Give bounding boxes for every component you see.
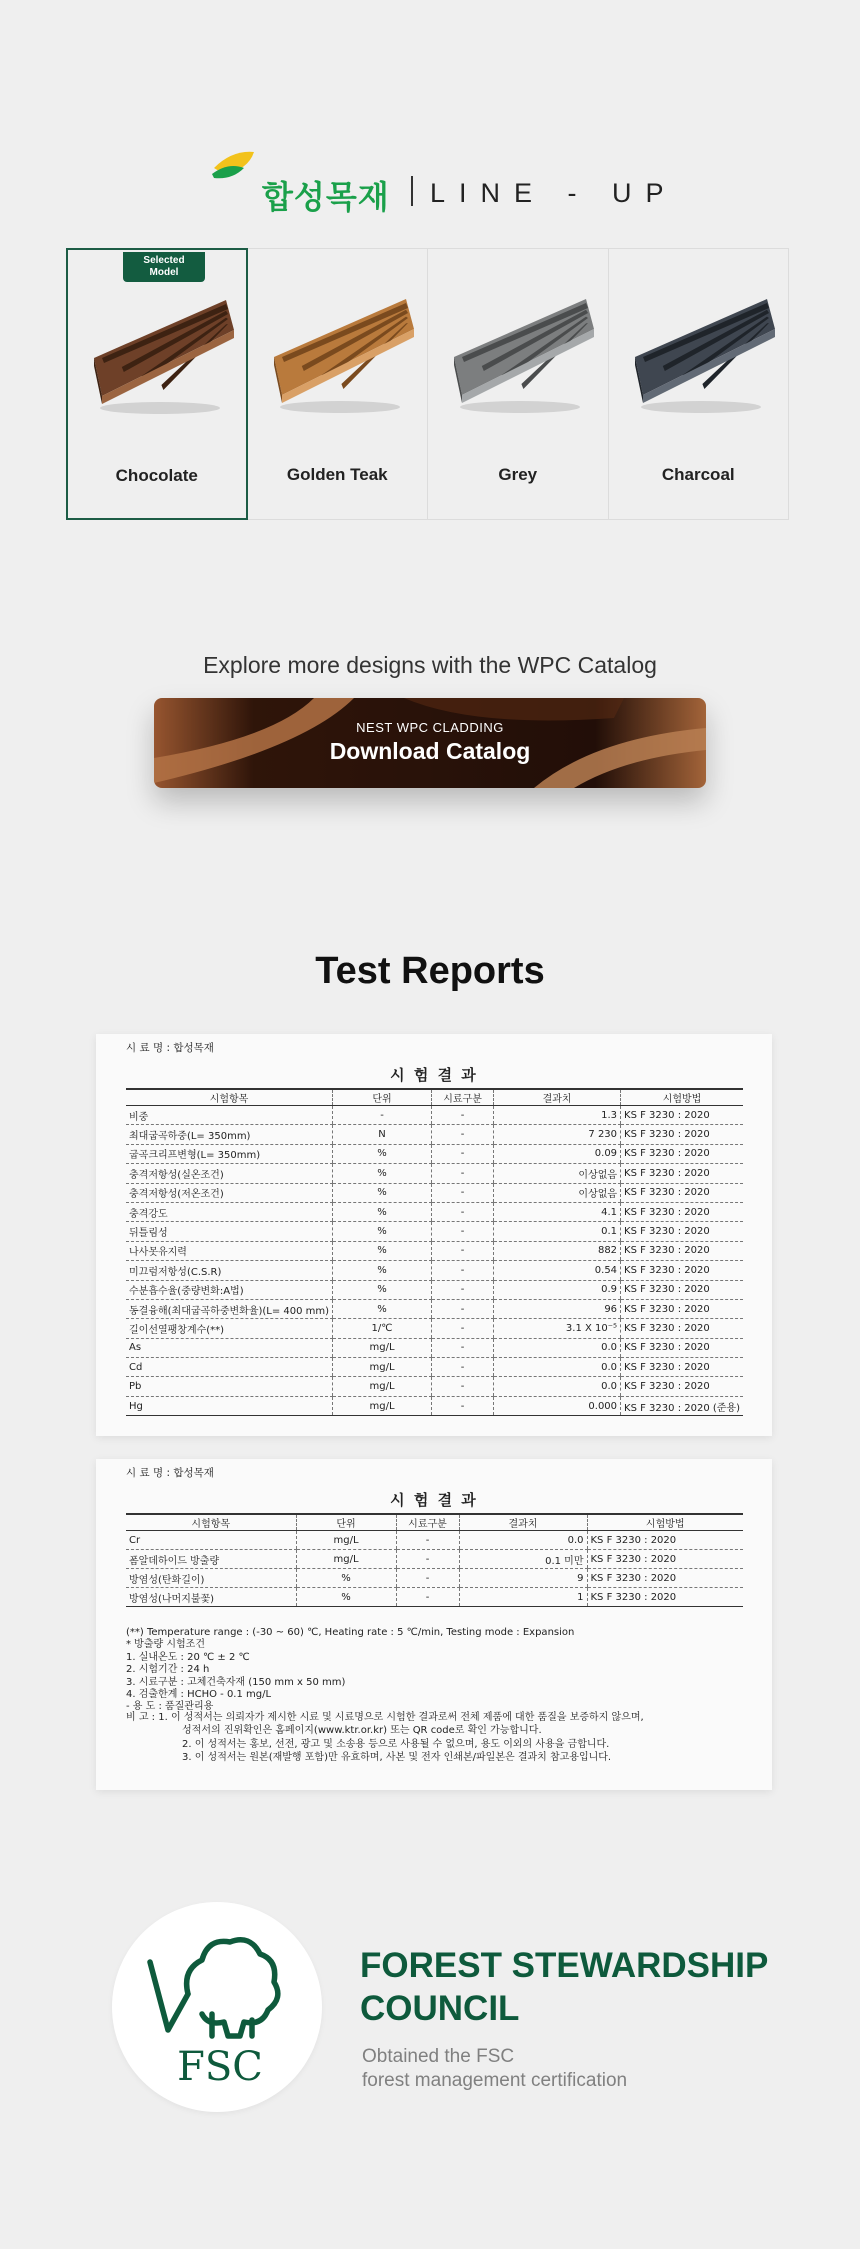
table-row [126,1202,743,1221]
results-table [126,1513,743,1607]
table-cell: 0.0 [494,1358,621,1377]
fsc-logo-badge [112,1902,322,2112]
table-cell: mg/L [333,1377,432,1396]
table-cell: 굽곡크리프변형(L= 350mm) [126,1144,333,1163]
table-cell: 방염성(탄화길이) [126,1569,296,1588]
note-line: 4. 검출한계 : HCHO - 0.1 mg/L [126,1689,272,1701]
product-card-grey[interactable] [427,248,609,520]
table-cell: 9 [459,1569,587,1588]
table-cell: As [126,1338,333,1357]
table-cell: 1.3 [494,1106,621,1125]
table-row [126,1144,743,1163]
table-cell: - [396,1531,459,1550]
table-cell: % [296,1569,396,1588]
table-cell: - [431,1338,493,1357]
table-cell: KS F 3230 : 2020 [621,1125,743,1144]
table-cell: 3.1 X 10⁻⁵ [494,1319,621,1338]
table-cell: 충격강도 [126,1202,333,1221]
table-cell: - [431,1396,493,1415]
download-catalog-label: Download Catalog [329,738,531,764]
col-header: 시험방법 [587,1514,743,1531]
results-table [126,1088,743,1416]
table-cell: % [296,1588,396,1607]
report-remarks [126,1711,644,1765]
table-cell: mg/L [333,1338,432,1357]
table-cell: KS F 3230 : 2020 [621,1106,743,1125]
table-cell: - [431,1202,493,1221]
table-cell: mg/L [296,1550,396,1569]
table-cell: - [431,1183,493,1202]
table-cell: Cr [126,1531,296,1550]
fsc-desc-line1: Obtained the FSC [362,2046,515,2067]
table-cell: - [396,1550,459,1569]
table-cell: Pb [126,1377,333,1396]
table-row [126,1319,743,1338]
table-cell: % [333,1202,432,1221]
table-cell: 0.0 [459,1531,587,1550]
table-row [126,1377,743,1396]
col-header: 시험항목 [126,1089,333,1106]
fsc-title-line2: COUNCIL [360,1989,520,2028]
table-cell: 미끄럼저항성(C.S.R) [126,1261,333,1280]
table-header-row [126,1089,743,1106]
table-cell: KS F 3230 : 2020 [587,1569,743,1588]
table-cell: KS F 3230 : 2020 [621,1183,743,1202]
table-cell: 0.0 [494,1377,621,1396]
table-cell: Cd [126,1358,333,1377]
selected-badge-line2: Model [149,267,179,278]
note-line: (**) Temperature range : (-30 ~ 60) ℃, Heating rate : 5 ℃/min, Testing mode : Expansion [126,1627,575,1638]
table-cell: 0.0 [494,1338,621,1357]
table-row [126,1241,743,1260]
col-header: 시험항목 [126,1514,296,1531]
table-cell: KS F 3230 : 2020 [621,1261,743,1280]
selected-model-badge [123,252,205,282]
table-cell: 882 [494,1241,621,1260]
product-card-chocolate[interactable] [66,248,248,520]
table-cell: KS F 3230 : 2020 [621,1164,743,1183]
product-name: Grey [498,465,538,484]
table-cell: 동결융해(최대굽곡하중변화율)(L= 400 mm) [126,1299,333,1318]
table-cell: - [431,1261,493,1280]
table-cell: 1 [459,1588,587,1607]
table-cell: KS F 3230 : 2020 [587,1588,743,1607]
table-cell: 1/℃ [333,1319,432,1338]
col-header: 결과치 [459,1514,587,1531]
selected-badge-line1: Selected [143,255,185,266]
remark-line: 2. 이 성적서는 홍보, 선전, 광고 및 소송용 등으로 사용될 수 없으며, 용도 이외의 사용을 금합니다. [182,1738,610,1750]
table-cell: 수분흡수율(중량변화:A법) [126,1280,333,1299]
table-row [126,1164,743,1183]
table-cell: - [431,1164,493,1183]
table-cell: 길이선열팽창계수(**) [126,1319,333,1338]
table-cell: - [431,1358,493,1377]
col-header: 시료구분 [431,1089,493,1106]
sample-name: 시 료 명 : 합성목재 [126,1042,214,1054]
table-cell: mg/L [333,1358,432,1377]
table-cell: - [431,1241,493,1260]
table-cell: KS F 3230 : 2020 [621,1299,743,1318]
col-header: 단위 [296,1514,396,1531]
table-cell: 7 230 [494,1125,621,1144]
table-cell: 폼알데하이드 방출량 [126,1550,296,1569]
brand-divider [411,176,413,206]
table-cell: 이상없음 [494,1183,621,1202]
table-cell: - [431,1106,493,1125]
table-cell: 이상없음 [494,1164,621,1183]
sample-name: 시 료 명 : 합성목재 [126,1467,214,1479]
brand-leaf-icon [210,148,258,188]
sheet-title: 시 험 결 과 [390,1491,478,1509]
table-cell: 96 [494,1299,621,1318]
lineup-label: LINE - UP [430,178,678,208]
fsc-title [360,1944,830,2030]
col-header: 단위 [333,1089,432,1106]
table-row [126,1261,743,1280]
product-swatch-image [446,299,594,419]
table-row [126,1396,743,1415]
table-cell: % [333,1183,432,1202]
table-cell: - [431,1144,493,1163]
table-row [126,1569,743,1588]
brand-name: 합성목재 [262,178,390,216]
table-cell: - [431,1125,493,1144]
table-cell: mg/L [296,1531,396,1550]
product-name: Golden Teak [286,465,388,484]
table-cell: - [333,1106,432,1125]
table-cell: KS F 3230 : 2020 [621,1280,743,1299]
product-swatch-image [266,299,414,419]
table-cell: KS F 3230 : 2020 [621,1319,743,1338]
table-cell: % [333,1280,432,1299]
col-header: 시료구분 [396,1514,459,1531]
table-cell: KS F 3230 : 2020 [621,1377,743,1396]
table-cell: % [333,1241,432,1260]
table-row [126,1358,743,1377]
lineup-header [0,140,860,220]
table-cell: 0.1 미만 [459,1550,587,1569]
fsc-desc-line2: forest management certification [362,2070,628,2091]
table-cell: % [333,1144,432,1163]
table-cell: 0.000 [494,1396,621,1415]
table-cell: - [431,1319,493,1338]
table-cell: % [333,1261,432,1280]
table-row [126,1125,743,1144]
product-card-golden-teak[interactable] [247,248,429,520]
test-notes [126,1627,574,1714]
table-cell: - [396,1588,459,1607]
table-cell: - [431,1222,493,1241]
table-cell: KS F 3230 : 2020 [587,1531,743,1550]
product-name: Chocolate [115,466,198,485]
table-cell: % [333,1299,432,1318]
table-cell: 충격저항성(실온조건) [126,1164,333,1183]
remark-line: 3. 이 성적서는 원본(재발행 포함)만 유효하며, 사본 및 전자 인쇄본/파일본은 결과치 참고용입니다. [182,1752,612,1764]
table-cell: - [396,1569,459,1588]
test-report-sheet-1 [96,1034,772,1436]
table-cell: KS F 3230 : 2020 [621,1358,743,1377]
table-row [126,1222,743,1241]
table-cell: 0.9 [494,1280,621,1299]
table-cell: - [431,1377,493,1396]
table-cell: 4.1 [494,1202,621,1221]
table-row [126,1588,743,1607]
table-cell: 0.1 [494,1222,621,1241]
note-line: 3. 시료구분 : 고체건축자재 (150 mm x 50 mm) [126,1676,346,1688]
table-row [126,1280,743,1299]
fsc-description [362,2045,627,2093]
table-cell: - [431,1299,493,1318]
note-line: - 용 도 : 품질관리용 [126,1701,214,1713]
table-header-row [126,1514,743,1531]
fsc-title-line1: FOREST STEWARDSHIP [360,1946,769,1985]
table-cell: 뒤틀림성 [126,1222,333,1241]
product-swatch-image [627,299,775,419]
product-swatch-image [86,300,234,420]
product-lineup [67,248,793,520]
table-cell: KS F 3230 : 2020 [621,1202,743,1221]
table-cell: 나사못유지력 [126,1241,333,1260]
table-cell: - [431,1280,493,1299]
table-cell: mg/L [333,1396,432,1415]
remark-line: 성적서의 진위확인은 홈페이지(www.ktr.or.kr) 또는 QR code로 확인 가능합니다. [182,1725,542,1737]
test-reports-heading: Test Reports [315,950,545,992]
table-row [126,1338,743,1357]
table-row [126,1299,743,1318]
fsc-logo-text: FSC [177,2044,263,2090]
test-report-sheet-2 [96,1459,772,1790]
product-name: Charcoal [661,465,735,484]
download-catalog-button[interactable] [154,698,706,788]
fsc-tree-check-icon [112,1902,322,2112]
note-line: 1. 실내온도 : 20 ℃ ± 2 ℃ [126,1651,250,1663]
table-row [126,1550,743,1569]
table-row [126,1183,743,1202]
table-cell: KS F 3230 : 2020 [621,1222,743,1241]
table-cell: % [333,1222,432,1241]
table-cell: N [333,1125,432,1144]
table-cell: 방염성(나머지불꽃) [126,1588,296,1607]
catalog-prompt: Explore more designs with the WPC Catalog [203,652,657,678]
table-cell: 최대굽곡하중(L= 350mm) [126,1125,333,1144]
table-row [126,1531,743,1550]
table-cell: KS F 3230 : 2020 [621,1144,743,1163]
table-cell: KS F 3230 : 2020 [621,1338,743,1357]
table-cell: % [333,1164,432,1183]
note-line: 2. 시험기간 : 24 h [126,1664,210,1676]
table-cell: 0.54 [494,1261,621,1280]
table-cell: 비중 [126,1106,333,1125]
table-cell: Hg [126,1396,333,1415]
remark-line: 비 고 : 1. 이 성적서는 의뢰자가 제시한 시료 및 시료명으로 시험한 결과로써 전체 제품에 대한 품질을 보증하지 않으며, [126,1712,644,1723]
col-header: 결과치 [494,1089,621,1106]
table-cell: KS F 3230 : 2020 [587,1550,743,1569]
col-header: 시험방법 [621,1089,743,1106]
product-card-charcoal[interactable] [608,248,790,520]
table-cell: KS F 3230 : 2020 (준용) [621,1396,743,1415]
sheet-title: 시 험 결 과 [390,1066,478,1084]
catalog-subtitle: NEST WPC CLADDING [356,720,504,735]
table-row [126,1106,743,1125]
note-line: * 방출량 시험조건 [126,1639,205,1651]
table-cell: 0.09 [494,1144,621,1163]
table-cell: 충격저항성(저온조건) [126,1183,333,1202]
table-cell: KS F 3230 : 2020 [621,1241,743,1260]
